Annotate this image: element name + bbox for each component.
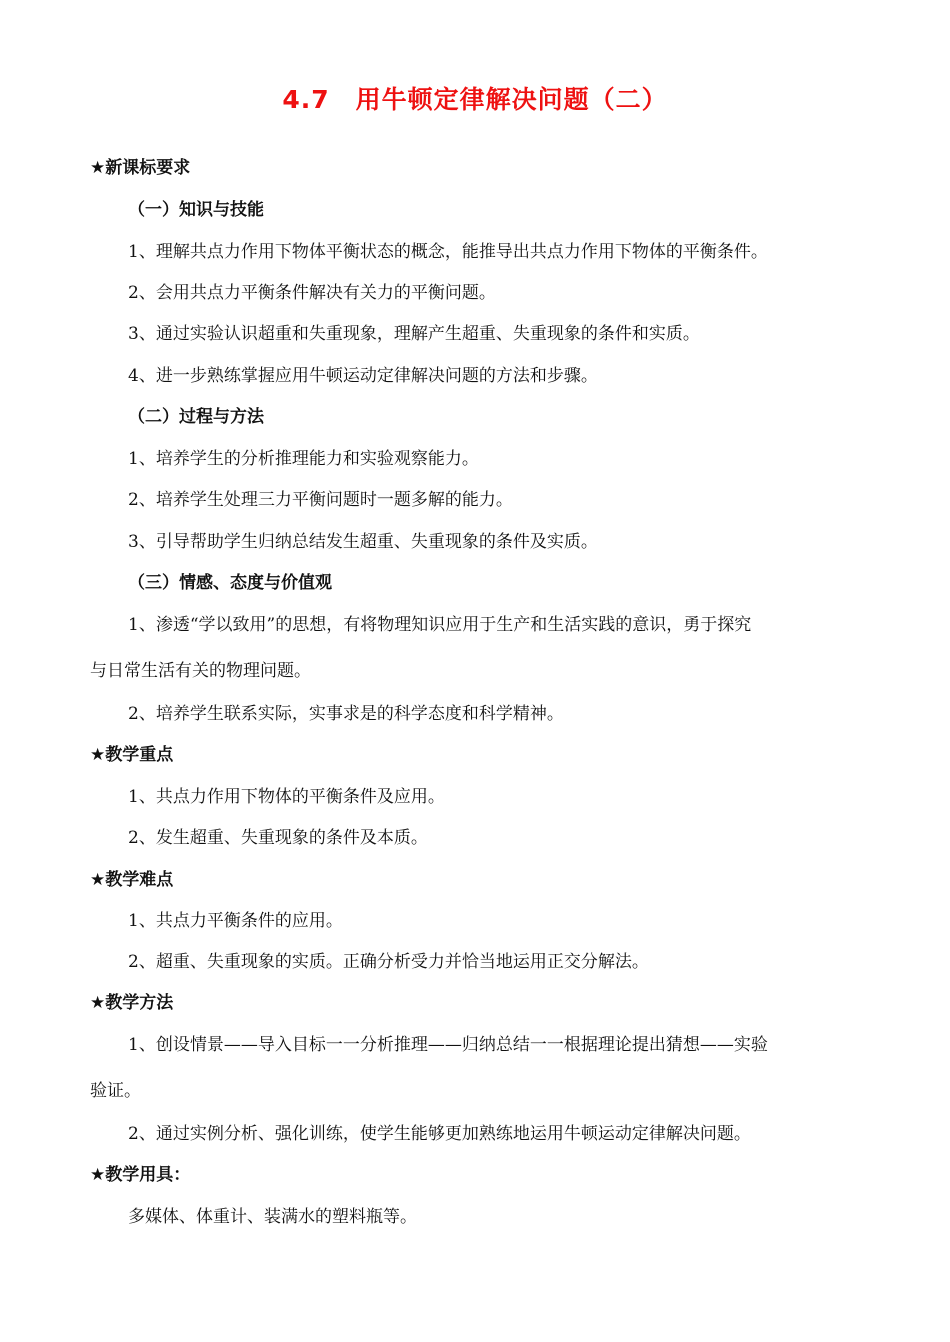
focus-item-1: 1、共点力作用下物体的平衡条件及应用。	[128, 787, 445, 807]
method-item-1-line-2: 验证。	[90, 1081, 141, 1101]
heading-teaching-difficulty: ★教学难点	[90, 870, 174, 890]
heading-teaching-tools: ★教学用具：	[90, 1165, 191, 1185]
knowledge-item-2: 2、会用共点力平衡条件解决有关力的平衡问题。	[128, 283, 496, 303]
document-title: 4.7 用牛顿定律解决问题（二）	[282, 85, 668, 114]
difficulty-item-2: 2、超重、失重现象的实质。正确分析受力并恰当地运用正交分解法。	[128, 952, 649, 972]
tools-item: 多媒体、体重计、装满水的塑料瓶等。	[128, 1207, 417, 1227]
focus-item-2: 2、发生超重、失重现象的条件及本质。	[128, 828, 428, 848]
values-item-1-line-1: 1、渗透“学以致用”的思想，有将物理知识应用于生产和生活实践的意识，勇于探究	[128, 615, 752, 635]
heading-teaching-methods: ★教学方法	[90, 993, 174, 1013]
process-item-2: 2、培养学生处理三力平衡问题时一题多解的能力。	[128, 490, 513, 510]
knowledge-item-4: 4、进一步熟练掌握应用牛顿运动定律解决问题的方法和步骤。	[128, 366, 598, 386]
subheading-process-methods: （二）过程与方法	[128, 407, 264, 427]
difficulty-item-1: 1、共点力平衡条件的应用。	[128, 911, 343, 931]
process-item-1: 1、培养学生的分析推理能力和实验观察能力。	[128, 449, 479, 469]
values-item-1-line-2: 与日常生活有关的物理问题。	[90, 661, 311, 681]
method-item-2: 2、通过实例分析、强化训练，使学生能够更加熟练地运用牛顿运动定律解决问题。	[128, 1124, 751, 1144]
knowledge-item-3: 3、通过实验认识超重和失重现象，理解产生超重、失重现象的条件和实质。	[128, 324, 700, 344]
heading-curriculum-requirements: ★新课标要求	[90, 158, 191, 178]
knowledge-item-1: 1、理解共点力作用下物体平衡状态的概念，能推导出共点力作用下物体的平衡条件。	[128, 242, 768, 262]
values-item-2: 2、培养学生联系实际，实事求是的科学态度和科学精神。	[128, 704, 564, 724]
method-item-1-line-1: 1、创设情景——导入目标一一分析推理——归纳总结一一根据理论提出猜想——实验	[128, 1035, 768, 1055]
heading-teaching-focus: ★教学重点	[90, 745, 174, 765]
process-item-3: 3、引导帮助学生归纳总结发生超重、失重现象的条件及实质。	[128, 532, 598, 552]
subheading-emotion-values: （三）情感、态度与价值观	[128, 573, 332, 593]
subheading-knowledge-skills: （一）知识与技能	[128, 200, 264, 220]
